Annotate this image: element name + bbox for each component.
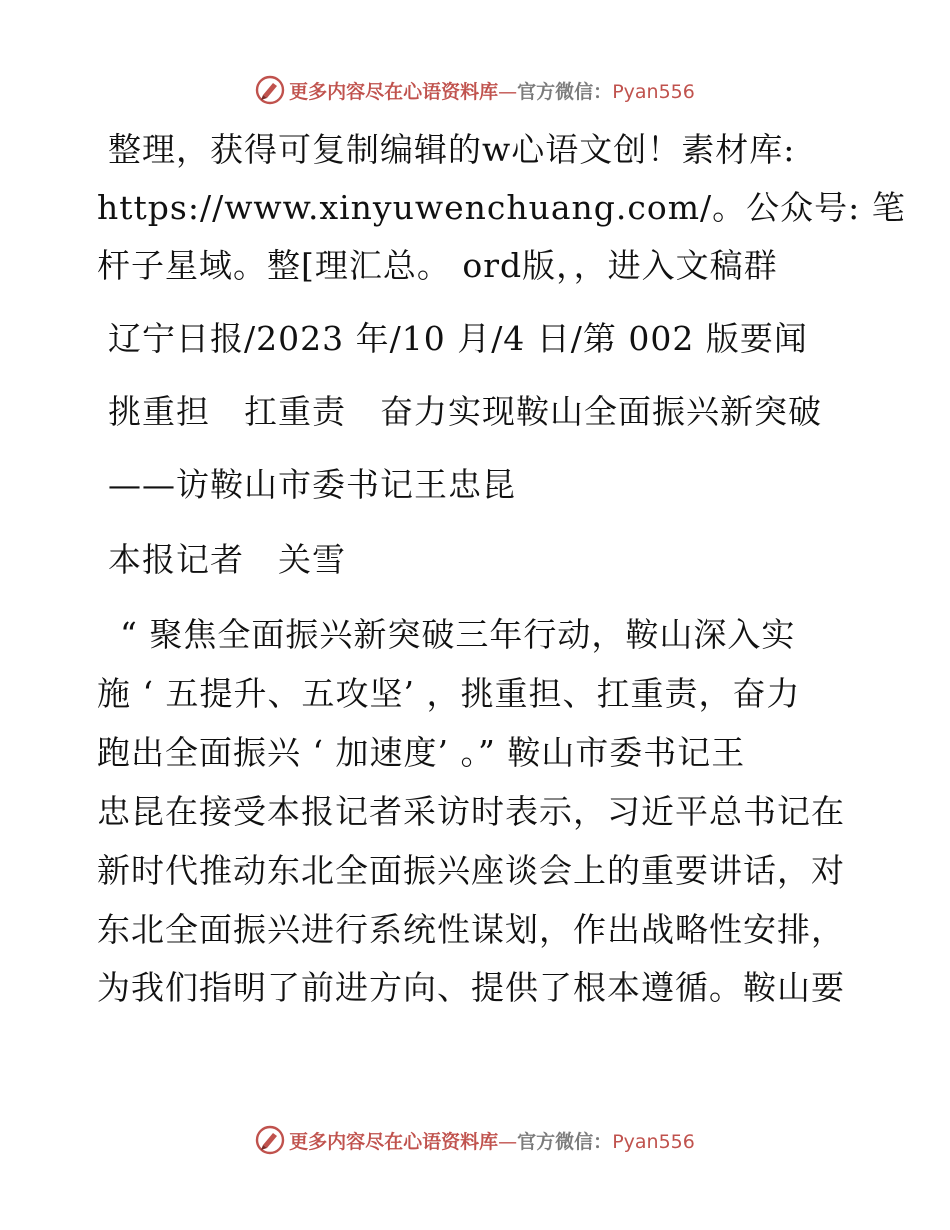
logo-icon bbox=[255, 75, 285, 105]
banner-text bbox=[289, 77, 695, 104]
banner-wechat-id: Pyan556 bbox=[612, 80, 695, 103]
intro-line-3: 杆子星域。整[理汇总。 ord版，，进入文稿群 bbox=[97, 246, 778, 285]
banner-wechat-label: 官方微信： bbox=[517, 80, 613, 103]
paragraph-line: “ 聚焦全面振兴新突破三年行动，鞍山深入实 bbox=[120, 615, 796, 654]
source-line: 辽宁日报/2023 年/10 月/4 日/第 002 版要闻 bbox=[108, 319, 808, 358]
banner-brand: 更多内容尽在心语资料库 bbox=[289, 1130, 499, 1153]
banner-dash: — bbox=[498, 80, 518, 103]
banner-text bbox=[289, 1127, 695, 1154]
article-title: 挑重担 扛重责 奋力实现鞍山全面振兴新突破 bbox=[108, 392, 822, 431]
logo-icon bbox=[255, 1125, 285, 1155]
paragraph-line: 东北全面振兴进行系统性谋划，作出战略性安排， bbox=[97, 910, 845, 949]
paragraph-line: 新时代推动东北全面振兴座谈会上的重要讲话，对 bbox=[97, 851, 845, 890]
paragraph-line: 忠昆在接受本报记者采访时表示，习近平总书记在 bbox=[97, 792, 845, 831]
banner-brand: 更多内容尽在心语资料库 bbox=[289, 80, 499, 103]
banner-wechat-id: Pyan556 bbox=[612, 1130, 695, 1153]
banner-dash: — bbox=[498, 1130, 518, 1153]
paragraph-line: 跑出全面振兴 ‘ 加速度’ 。” 鞍山市委书记王 bbox=[97, 733, 746, 772]
article-subtitle: ——访鞍山市委书记王忠昆 bbox=[108, 465, 516, 504]
intro-line-1: 整理，获得可复制编辑的w心语文创！素材库: bbox=[108, 130, 796, 169]
intro-line-2: https://www.xinyuwenchuang.com/。公众号: 笔 bbox=[97, 188, 906, 227]
header-banner bbox=[0, 70, 950, 110]
paragraph-line: 施 ‘ 五提升、五攻坚’ ，挑重担、扛重责，奋力 bbox=[97, 674, 801, 713]
footer-banner bbox=[0, 1120, 950, 1160]
article-byline: 本报记者 关雪 bbox=[108, 540, 346, 579]
banner-wechat-label: 官方微信： bbox=[517, 1130, 613, 1153]
paragraph-line: 为我们指明了前进方向、提供了根本遵循。鞍山要 bbox=[97, 968, 845, 1007]
